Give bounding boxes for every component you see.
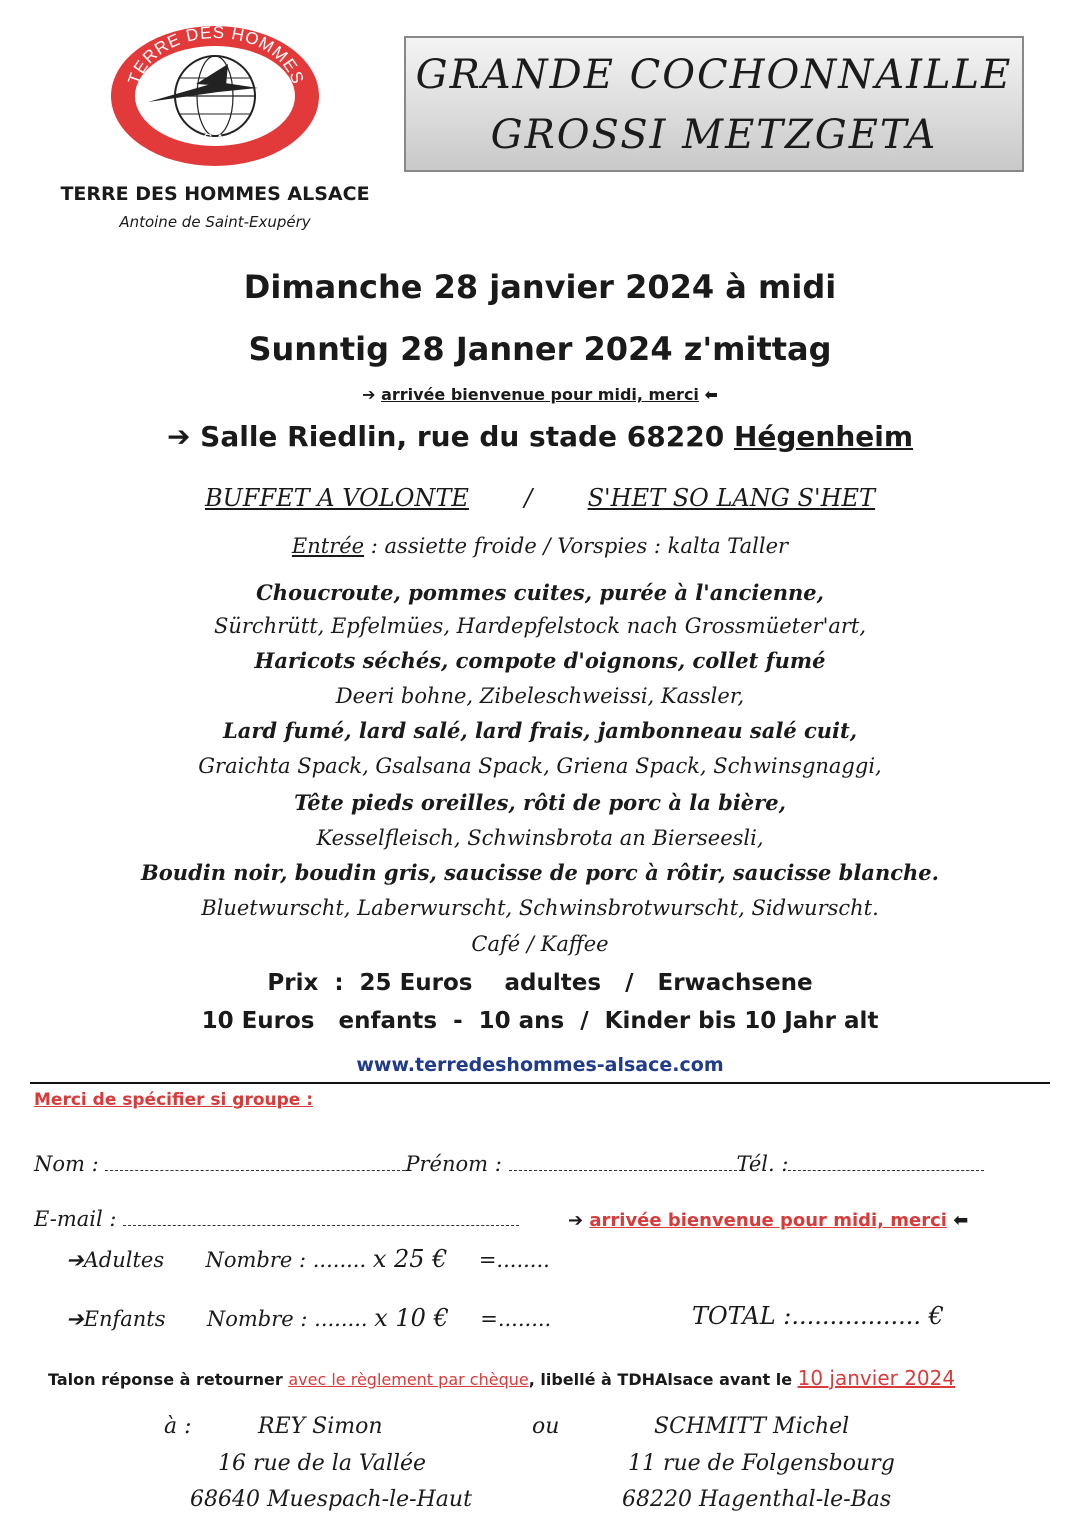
event-title-box	[404, 36, 1024, 172]
children-row	[66, 1304, 551, 1332]
email-row	[34, 1207, 519, 1231]
arrow-left-icon: ⬅	[704, 385, 718, 404]
buffet-separator: /	[524, 484, 533, 512]
event-date-french: Dimanche 28 janvier 2024 à midi	[243, 268, 837, 306]
form-arrival-note	[568, 1210, 968, 1231]
venue-city: Hégenheim	[733, 420, 914, 453]
a-label: à :	[164, 1414, 192, 1439]
talon-deadline: 10 janvier 2024	[797, 1366, 956, 1390]
arrival-note	[0, 385, 1080, 404]
website-link[interactable]: www.terredeshommes-alsace.com	[356, 1054, 724, 1076]
price-children: 10 Euros enfants - 10 ans / Kinder bis 10 Jahr alt	[201, 1008, 879, 1034]
price-adults: Prix : 25 Euros adultes / Erwachsene	[267, 970, 813, 996]
tel-field[interactable]	[788, 1153, 984, 1171]
person1-city: 68640 Muespach-le-Haut	[190, 1487, 472, 1512]
person2-name: SCHMITT Michel	[654, 1414, 850, 1439]
or-label: ou	[532, 1414, 560, 1439]
menu-line: Boudin noir, boudin gris, saucisse de porc à rôtir, saucisse blanche.	[141, 860, 939, 885]
terre-des-hommes-logo	[108, 22, 322, 170]
menu-line: Tête pieds oreilles, rôti de porc à la bière,	[294, 790, 786, 815]
form-divider	[30, 1082, 1050, 1084]
person2-city: 68220 Hagenthal-le-Bas	[622, 1487, 892, 1512]
children-price: x 10 €	[374, 1304, 449, 1332]
menu-line: Café / Kaffee	[471, 932, 609, 956]
menu-line: Haricots séchés, compote d'oignons, collet fumé	[254, 648, 826, 673]
entree-label: Entrée	[291, 534, 365, 558]
menu-line: Kesselfleisch, Schwinsbrota an Bierseesli,	[316, 826, 764, 850]
buffet-french: BUFFET A VOLONTE	[204, 484, 469, 512]
talon-text-2: , libellé à TDHAlsace avant le	[528, 1370, 798, 1389]
children-count-label[interactable]: Nombre : ........	[206, 1307, 368, 1331]
arrow-right-icon: ➔	[66, 1307, 84, 1331]
adults-row	[66, 1245, 550, 1273]
talon-text-1: Talon réponse à retourner	[48, 1370, 289, 1389]
prenom-field[interactable]	[509, 1153, 737, 1171]
arrow-right-icon: ➔	[66, 1248, 84, 1272]
logo-text-top: TERRE DES HOMMES	[124, 22, 308, 87]
nom-label: Nom :	[34, 1152, 99, 1176]
buffet-heading	[0, 484, 1080, 512]
event-date-alsatian: Sunntig 28 Janner 2024 z'mittag	[248, 330, 832, 368]
menu-line: Deeri bohne, Zibeleschweissi, Kassler,	[335, 684, 745, 708]
menu-line: Bluetwurscht, Laberwurscht, Schwinsbrotwurscht, Sidwurscht.	[201, 896, 879, 920]
arrival-note-text: arrivée bienvenue pour midi, merci	[381, 385, 699, 404]
nom-field[interactable]	[105, 1153, 405, 1171]
email-label: E-mail :	[34, 1207, 117, 1231]
adults-label: Adultes	[83, 1248, 165, 1272]
event-title-alsatian: GROSSI METZGETA	[490, 112, 938, 158]
arrow-left-icon: ⬅	[953, 1210, 969, 1231]
organization-name: TERRE DES HOMMES ALSACE	[60, 183, 370, 205]
person2-street: 11 rue de Folgensbourg	[628, 1451, 895, 1476]
arrow-right-icon: ➔	[166, 420, 201, 453]
form-arrival-note-text: arrivée bienvenue pour midi, merci	[589, 1210, 947, 1231]
menu-line: Choucroute, pommes cuites, purée à l'ancienne,	[256, 580, 824, 605]
organization-quote: Antoine de Saint-Exupéry	[119, 213, 311, 231]
event-venue	[0, 420, 1080, 453]
adults-amount[interactable]: =........	[478, 1248, 550, 1272]
prenom-label: Prénom :	[405, 1152, 502, 1176]
venue-address: Salle Riedlin, rue du stade 68220	[200, 420, 734, 453]
talon-cheque: avec le règlement par chèque	[288, 1370, 529, 1389]
children-amount[interactable]: =........	[480, 1307, 552, 1331]
group-note: Merci de spécifier si groupe :	[34, 1090, 314, 1110]
buffet-alsatian: S'HET SO LANG S'HET	[587, 484, 876, 512]
menu-line: Graichta Spack, Gsalsana Spack, Griena Spack, Schwinsgnaggi,	[198, 754, 882, 778]
tel-label: Tél. :	[736, 1152, 789, 1176]
person1-name: REY Simon	[258, 1414, 383, 1439]
children-label: Enfants	[83, 1307, 166, 1331]
person1-street: 16 rue de la Vallée	[218, 1451, 427, 1476]
arrow-right-icon: ➔	[362, 385, 376, 404]
arrow-right-icon: ➔	[568, 1210, 584, 1231]
menu-line: Sürchrütt, Epfelmües, Hardepfelstock nach Grossmüeter'art,	[213, 614, 867, 638]
adults-count-label[interactable]: Nombre : ........	[205, 1248, 367, 1272]
total-field[interactable]: TOTAL :................. €	[692, 1302, 944, 1330]
logo-text-bottom: ALSACE	[177, 124, 257, 148]
menu-line: Lard fumé, lard salé, lard frais, jambonneau salé cuit,	[222, 718, 858, 743]
entree-text: : assiette froide / Vorspies : kalta Taller	[364, 534, 789, 558]
name-row	[34, 1152, 984, 1176]
talon-instructions	[48, 1366, 955, 1390]
event-title-french: GRANDE COCHONNAILLE	[415, 52, 1013, 98]
email-field[interactable]	[123, 1208, 519, 1226]
menu-entree	[0, 534, 1080, 558]
adults-price: x 25 €	[372, 1245, 448, 1273]
